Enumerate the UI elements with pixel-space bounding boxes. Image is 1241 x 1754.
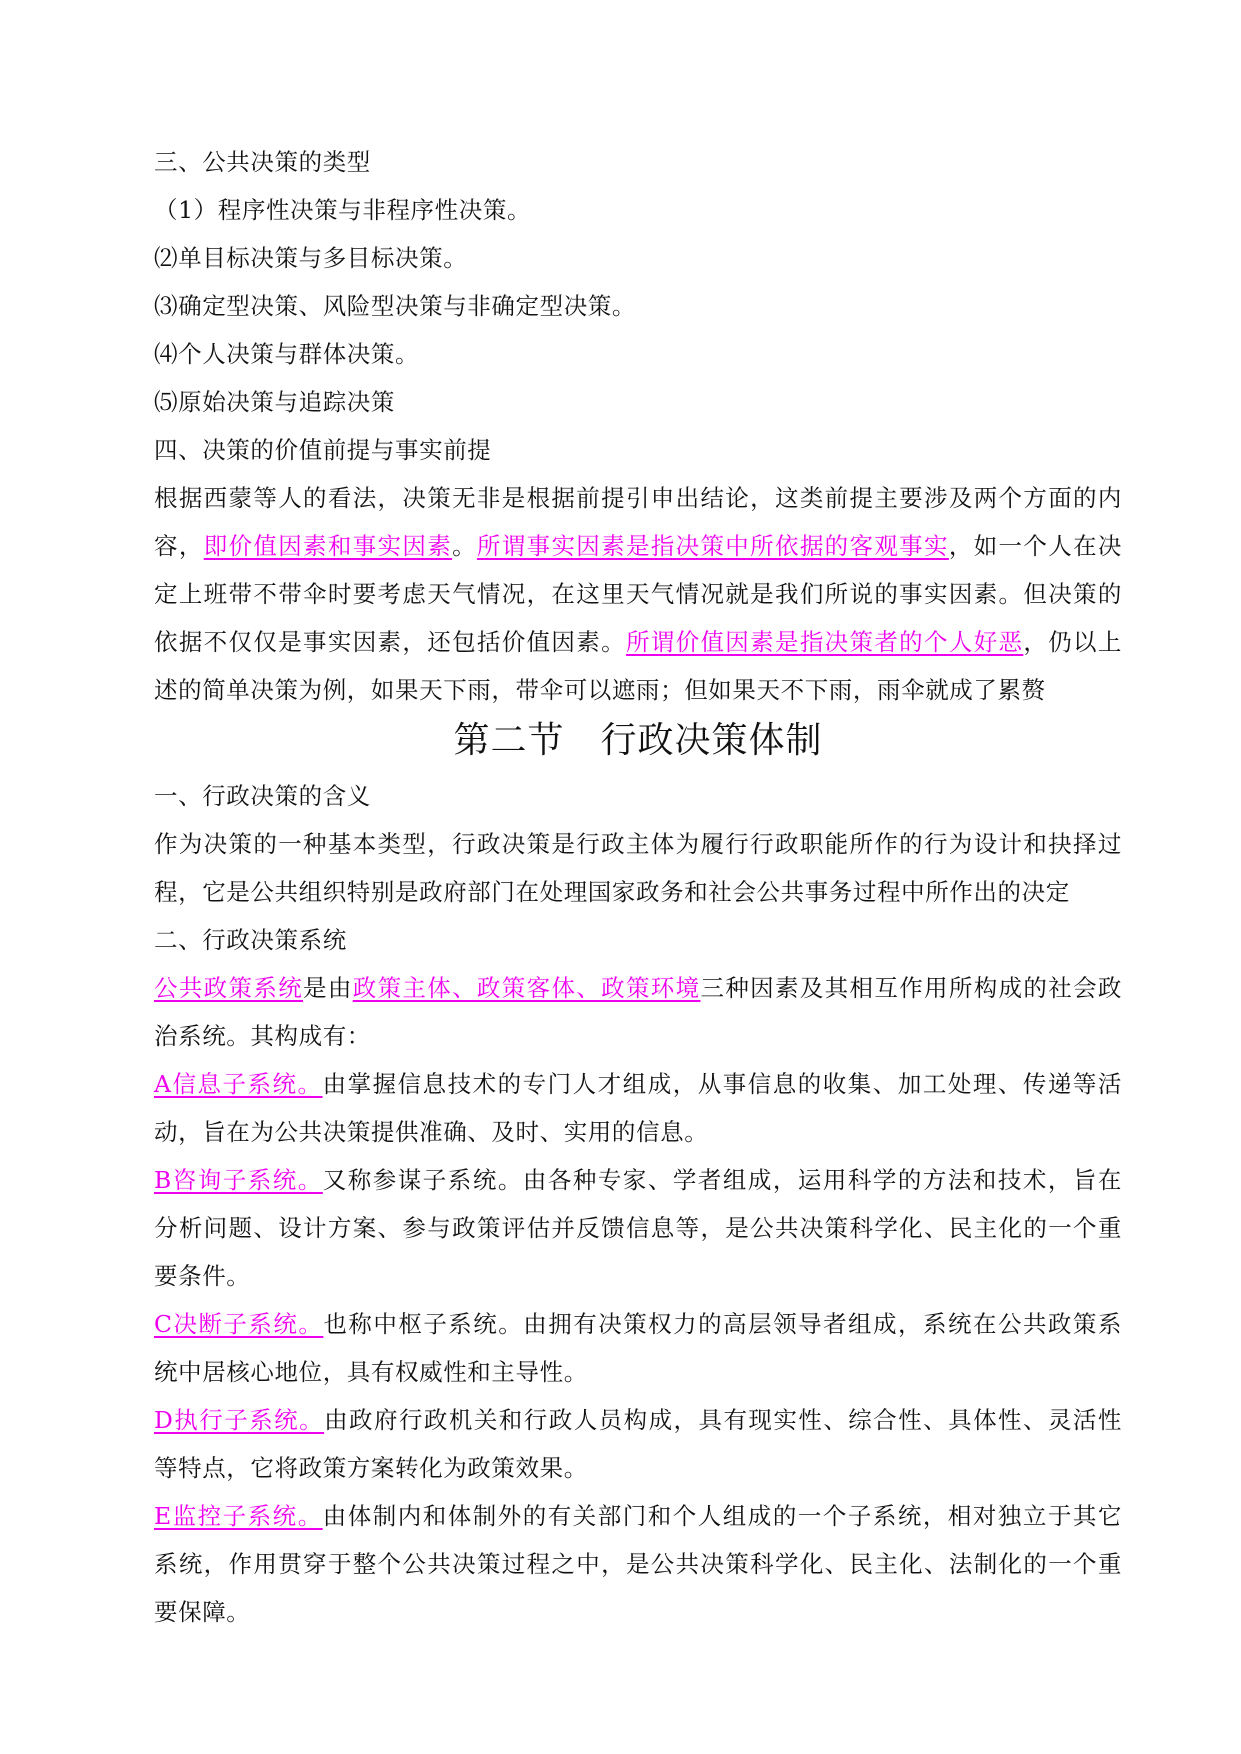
list-item: ⑸原始决策与追踪决策 <box>154 388 395 416</box>
paragraph-line <box>154 618 1122 666</box>
text-run: 也称中枢子系统。由拥有决策权力的高层领导者组成，系统在公共政策系 <box>323 1310 1122 1338</box>
section-heading: 一、行政决策的含义 <box>154 782 371 810</box>
text-run: ，仍以上 <box>1023 628 1122 656</box>
text-run: 三种因素及其相互作用所构成的社会政 <box>700 974 1123 1002</box>
subsystem-label: E监控子系统。 <box>154 1502 323 1530</box>
paragraph-line <box>154 1300 1122 1348</box>
section-heading: 二、行政决策系统 <box>154 926 347 954</box>
text-run: 由掌握信息技术的专门人才组成，从事信息的收集、加工处理、传递等活 <box>322 1070 1123 1098</box>
paragraph-line: 分析问题、设计方案、参与政策评估并反馈信息等，是公共决策科学化、民主化的一个重 <box>154 1214 1122 1242</box>
highlight-text: 政策主体、政策客体、政策环境 <box>352 974 701 1002</box>
paragraph-line <box>154 964 1122 1012</box>
text-run: ，如一个人在决 <box>948 532 1123 560</box>
paragraph-line: 作为决策的一种基本类型，行政决策是行政主体为履行行政职能所作的行为设计和抉择过 <box>154 830 1122 858</box>
paragraph-line <box>154 1492 1122 1540</box>
text-run: 是由 <box>303 974 353 1002</box>
chapter-name: 行政决策体制 <box>600 720 823 761</box>
text-run: 依据不仅仅是事实因素，还包括价值因素。 <box>154 628 626 656</box>
paragraph-line <box>154 1156 1122 1204</box>
list-item: ⑶确定型决策、风险型决策与非确定型决策。 <box>154 292 636 320</box>
paragraph-line <box>154 1060 1122 1108</box>
subsystem-label: A信息子系统。 <box>154 1070 323 1098</box>
section-heading: 三、公共决策的类型 <box>154 148 371 176</box>
text-run: 由体制内和体制外的有关部门和个人组成的一个子系统，相对独立于其它 <box>322 1502 1122 1530</box>
text-run: 又称参谋子系统。由各种专家、学者组成，运用科学的方法和技术，旨在 <box>322 1166 1122 1194</box>
subsystem-label: C决断子系统。 <box>154 1310 324 1338</box>
paragraph-line: 要保障。 <box>154 1598 251 1626</box>
section-heading: 四、决策的价值前提与事实前提 <box>154 436 492 464</box>
paragraph-line: 程，它是公共组织特别是政府部门在处理国家政务和社会公共事务过程中所作出的决定 <box>154 878 1070 906</box>
text-run: 。 <box>452 532 477 560</box>
paragraph-line: 定上班带不带伞时要考虑天气情况，在这里天气情况就是我们所说的事实因素。但决策的 <box>154 580 1122 608</box>
paragraph-line: 根据西蒙等人的看法，决策无非是根据前提引申出结论，这类前提主要涉及两个方面的内 <box>154 484 1122 512</box>
highlight-text: 即价值因素和事实因素 <box>203 532 453 560</box>
paragraph-line: 系统，作用贯穿于整个公共决策过程之中，是公共决策科学化、民主化、法制化的一个重 <box>154 1550 1122 1578</box>
highlight-text: 所谓事实因素是指决策中所依据的客观事实 <box>476 532 949 560</box>
highlight-text: 公共政策系统 <box>154 974 304 1002</box>
paragraph-line: 等特点，它将政策方案转化为政策效果。 <box>154 1454 588 1482</box>
paragraph-line: 动，旨在为公共决策提供准确、及时、实用的信息。 <box>154 1118 709 1146</box>
paragraph-line: 统中居核心地位，具有权威性和主导性。 <box>154 1358 588 1386</box>
text-run: 容， <box>154 532 204 560</box>
paragraph-line <box>154 1396 1122 1444</box>
paragraph-line: 述的简单决策为例，如果天下雨，带伞可以遮雨；但如果天不下雨，雨伞就成了累赘 <box>154 676 1046 704</box>
chapter-number: 第二节 <box>453 720 565 761</box>
list-item: （1）程序性决策与非程序性决策。 <box>154 196 532 224</box>
highlight-text: 所谓价值因素是指决策者的个人好恶 <box>625 628 1024 656</box>
subsystem-label: D执行子系统。 <box>154 1406 325 1434</box>
paragraph-line <box>154 522 1122 570</box>
list-item: ⑵单目标决策与多目标决策。 <box>154 244 468 272</box>
paragraph-line: 治系统。其构成有： <box>154 1022 371 1050</box>
subsystem-label: B咨询子系统。 <box>154 1166 323 1194</box>
text-run: 由政府行政机关和行政人员构成，具有现实性、综合性、具体性、灵活性 <box>324 1406 1122 1434</box>
chapter-title <box>154 710 1122 772</box>
list-item: ⑷个人决策与群体决策。 <box>154 340 420 368</box>
paragraph-line: 要条件。 <box>154 1262 251 1290</box>
document-body <box>154 138 1122 1636</box>
